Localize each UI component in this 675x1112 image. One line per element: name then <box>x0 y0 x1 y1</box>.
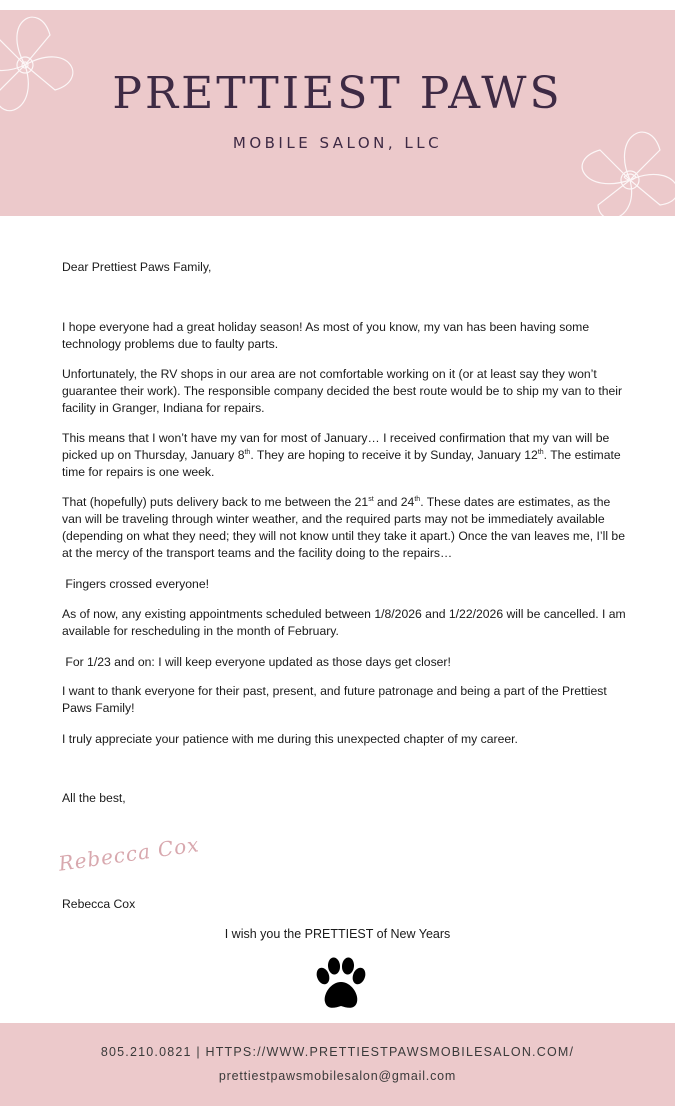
top-margin <box>0 0 675 10</box>
letter-paragraph-2: Unfortunately, the RV shops in our area are not comfortable working on it (or at least say they won’t guarantee their work). The responsible company decided the best route would be to ship my van to their facility in Granger, Indiana for repairs. <box>62 367 623 415</box>
letter-paragraph-5: Fingers crossed everyone! <box>62 577 209 591</box>
brand-subtitle: MOBILE SALON, LLC <box>232 134 443 152</box>
letter-paragraph-4: That (hopefully) puts delivery back to me between the 21st and 24th. These dates are estimates, as the van will be traveling through winter weather, and the required parts may not be immediately available (depending on what they need; they will not know until they take it apart.) Once the van leaves me, I’ll be at the mercy of the transport teams and the facility doing to the repairs… <box>62 495 625 560</box>
brand-name: PRETTIEST PAWS <box>112 68 563 119</box>
email-link[interactable]: prettiestpawsmobilesalon@gmail.com <box>218 1069 457 1083</box>
paw-print-icon <box>311 954 371 1014</box>
letter-paragraph-1: I hope everyone had a great holiday season! As most of you know, my van has been having some technology problems due to faulty parts. <box>62 320 590 351</box>
letter-paragraph-9: I truly appreciate your patience with me during this unexpected chapter of my career. <box>62 732 518 746</box>
flower-illustration-right <box>560 105 675 216</box>
letter-paragraph-3: This means that I won’t have my van for most of January… I received confirmation that my van will be picked up on Thursday, January 8th. They are hoping to receive it by Sunday, January 12th. The estimate time for repairs is one week. <box>62 431 621 479</box>
handwritten-signature: Rebecca Cox <box>57 832 201 876</box>
letter-closing: All the best, <box>62 791 126 805</box>
letter-paragraph-8: I want to thank everyone for their past, present, and future patronage and being a part of the Prettiest Paws Family! <box>62 684 607 715</box>
letter-paragraph-6: As of now, any existing appointments scheduled between 1/8/2026 and 1/22/2026 will be cancelled. I am available for rescheduling in the month of February. <box>62 607 626 638</box>
contact-footer <box>0 1023 675 1106</box>
new-year-tagline: I wish you the PRETTIEST of New Years <box>224 927 451 941</box>
letter-paragraph-7: For 1/23 and on: I will keep everyone updated as those days get closer! <box>62 655 451 669</box>
letterhead-banner <box>0 10 675 216</box>
signer-name: Rebecca Cox <box>62 897 136 911</box>
bottom-margin <box>0 1106 675 1112</box>
contact-line[interactable]: 805.210.0821 | HTTPS://WWW.PRETTIESTPAWSMOBILESALON.COM/ <box>100 1045 575 1059</box>
letter-greeting: Dear Prettiest Paws Family, <box>62 260 212 274</box>
